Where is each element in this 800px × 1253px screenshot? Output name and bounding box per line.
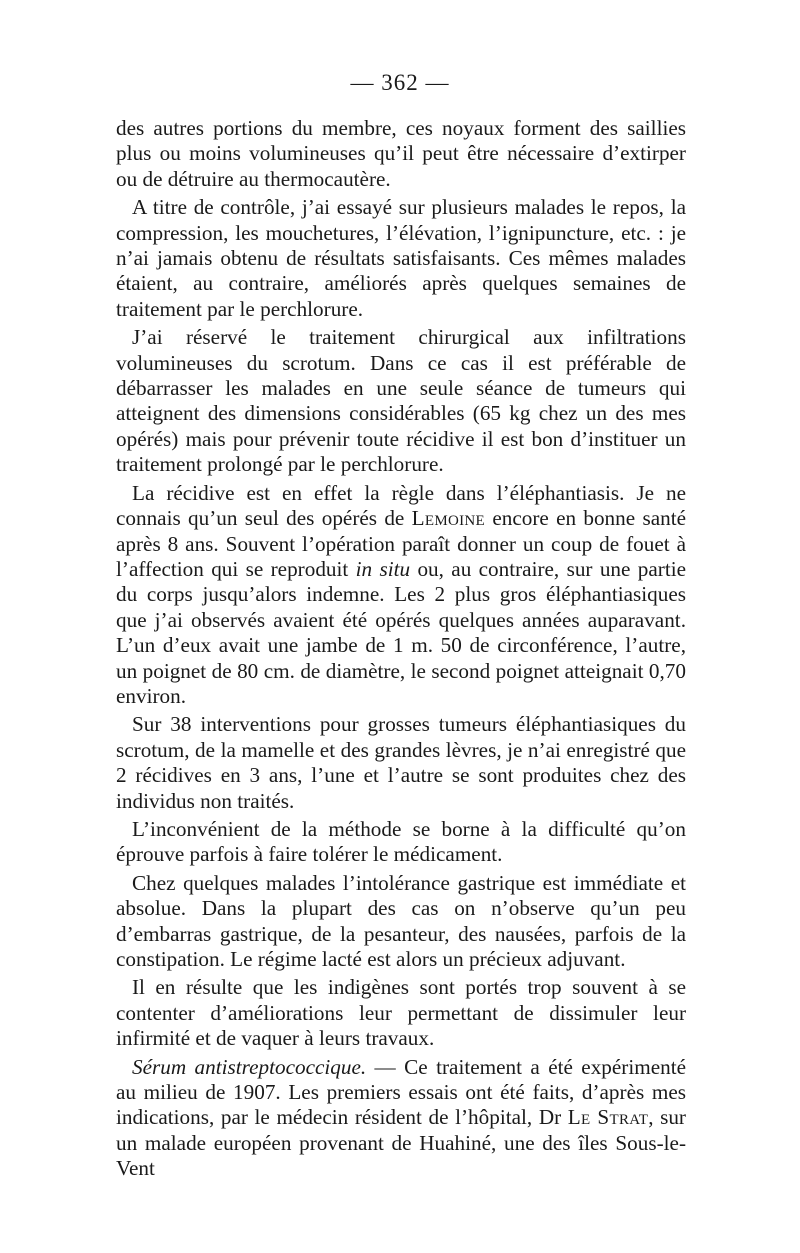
paragraph-5: Sur 38 interventions pour grosses tumeurs éléphantiasiques du scrotum, de la mamelle et des grandes lèvres, je n’ai enregistré que 2 récidives en 3 ans, l’une et l’autre se sont produites chez des individus non traités.: [116, 712, 686, 813]
paragraph-1: des autres portions du membre, ces noyaux forment des saillies plus ou moins volumineuses qu’il peut être nécessaire d’extirper ou de détruire au thermocautère.: [116, 116, 686, 191]
paragraph-9-part-b: , sur un malade européen provenant de Huahiné, une des îles Sous-le-Vent: [116, 1105, 686, 1181]
italic-in-situ: in situ: [355, 556, 411, 581]
paragraph-6: L’inconvénient de la méthode se borne à la difficulté qu’on éprouve parfois à faire tolérer le médicament.: [116, 816, 686, 867]
paragraph-7: Chez quelques malades l’intolérance gastrique est immédiate et absolue. Dans la plupart des cas on n’observe qu’un peu d’embarras gastrique, de la pesanteur, des nausées, parfois de la constipation. Le régime lacté est alors un précieux adjuvant.: [116, 870, 686, 971]
paragraph-3: J’ai réservé le traitement chirurgical aux infiltrations volumineuses du scrotum. Dans ce cas il est préférable de débarrasser les malades en une seule séance de tumeurs qui atteignent des dimensions considérables (65 kg chez un des mes opérés) mais pour prévenir toute récidive il est bon d’instituer un traitement prolongé par le perchlorure.: [116, 325, 686, 477]
doctor-name-le-strat: Le Strat: [567, 1105, 649, 1130]
paragraph-8: Il en résulte que les indigènes sont portés trop souvent à se contenter d’améliorations leur permettant de dissimuler leur infirmité et de vaquer à leurs travaux.: [116, 975, 686, 1051]
author-name-lemoine: Lemoine: [411, 506, 486, 531]
section-heading-serum: Sérum antistreptococcique.: [132, 1054, 367, 1079]
paragraph-4-part-a: La récidive est en effet la règle dans l’éléphantiasis. Je ne connais qu’un seul des opérés de: [116, 480, 686, 531]
doctor-title: Dr: [538, 1105, 562, 1130]
paragraph-9: [116, 1055, 686, 1182]
paragraph-4: [116, 481, 686, 710]
page-number: — 362 —: [350, 70, 450, 95]
paragraph-4-part-b: encore en bonne santé après 8 ans. Souvent l’opération paraît donner un coup de fouet à l’affection qui se reproduit: [116, 506, 686, 581]
paragraph-2: A titre de contrôle, j’ai essayé sur plusieurs malades le repos, la compression, les mouchetures, l’élévation, l’ignipuncture, etc. : je n’ai jamais obtenu de résultats satisfaisants. Ces mêmes malades étaient, au contraire, améliorés après quelques semaines de traitement par le perchlorure.: [116, 195, 686, 321]
paragraph-4-part-c: ou, au contraire, sur une partie du corps jusqu’alors indemne. Les 2 plus gros éléphantiasiques que j’ai observés avaient été opérés quelques années auparavant. L’un d’eux avait une jambe de 1 m. 50 de circonférence, l’autre, un poignet de 80 cm. de diamètre, le second poignet atteignait 0,70 environ.: [116, 556, 687, 708]
paragraph-9-part-a: — Ce traitement a été expérimenté au milieu de 1907. Les premiers essais ont été faits, d’après mes indications, par le médecin résident de l’hôpital,: [116, 1054, 686, 1130]
body-text: [116, 116, 686, 1182]
